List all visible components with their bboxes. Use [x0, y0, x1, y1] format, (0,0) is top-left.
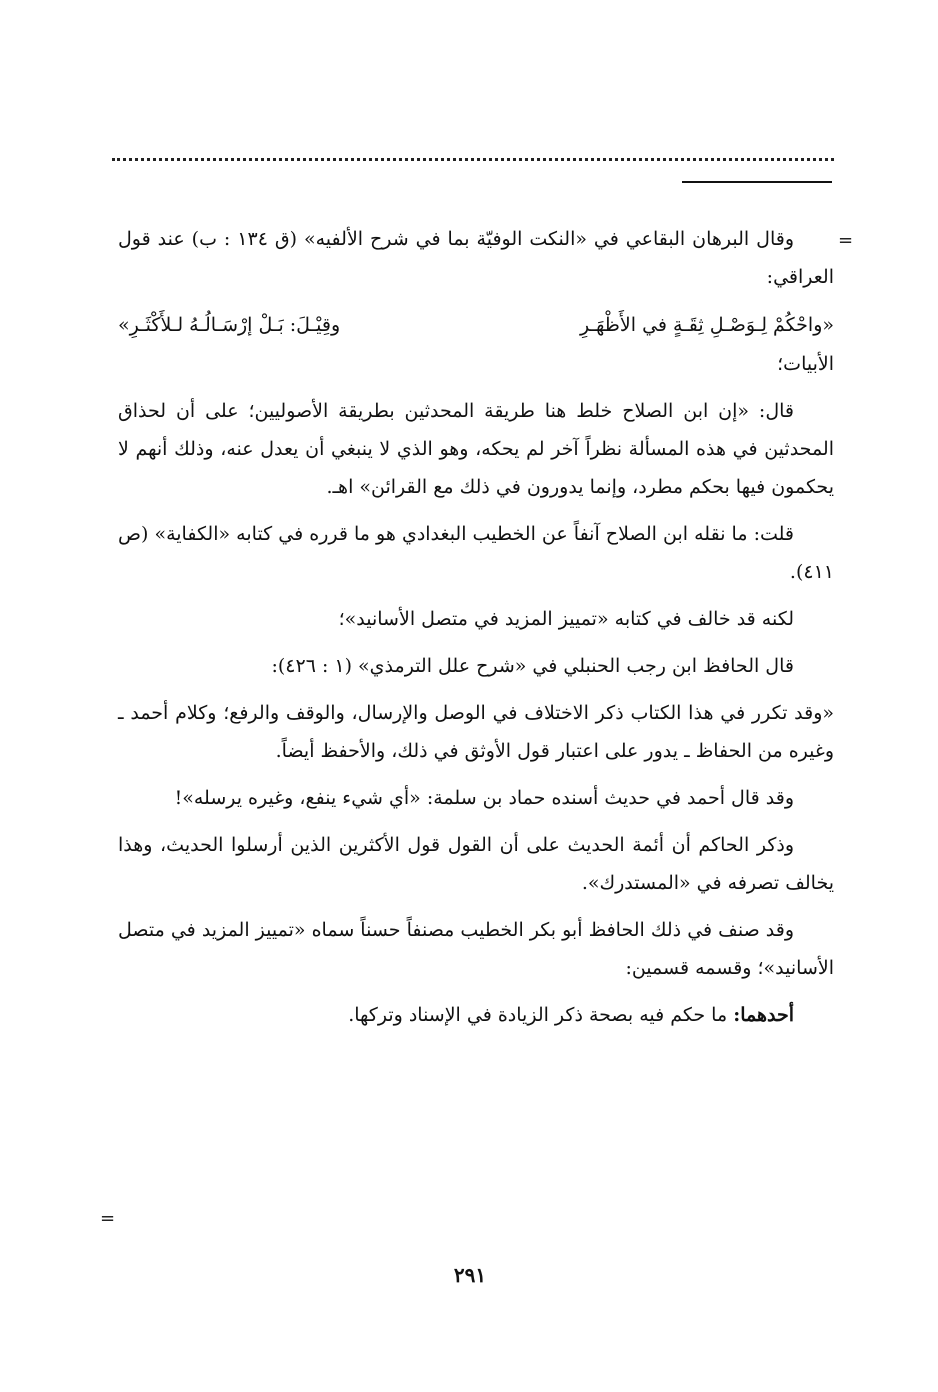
paragraph-10-rest: ما حكم فيه بصحة ذكر الزيادة في الإسناد وتركها.: [348, 1004, 734, 1026]
paragraph-4: لكنه قد خالف في كتابه «تمييز المزيد في متصل الأسانيد»؛: [338, 608, 794, 630]
paragraph-10: [118, 996, 834, 1034]
paragraph-2: قال: «إن ابن الصلاح خلط هنا طريقة المحدثين بطريقة الأصوليين؛ على أن لحذاق المحدثين في هذه المسألة نظراً آخر لم يحكه، وهو الذي لا ينبغي أن يعدل عنه، وذلك أنهم لا يحكمون فيها بحكم مطرد، وإنما يدورون في ذلك مع القرائن» اهـ.: [118, 400, 834, 498]
page-number: ٢٩١: [453, 1263, 487, 1287]
footnote-rule: [682, 181, 832, 183]
verse-tail: الأبيات؛: [777, 353, 834, 375]
verse-second-hemistich: وقِيْـلَ: بَـلْ إرْسَـالُـهُ لـلأَكْثَـرِ»: [118, 314, 341, 336]
verse-first-hemistich: «واحْكُمْ لِـوَصْـلِ ثِقَـةٍ في الأَظْهَـرِ: [580, 314, 834, 336]
dotted-separator: [112, 150, 834, 161]
paragraph-3: قلت: ما نقله ابن الصلاح آنفاً عن الخطيب البغدادي هو ما قرره في كتابه «الكفاية» (ص ٤١١).: [118, 523, 834, 583]
paragraph-8: وذكر الحاكم أن أئمة الحديث على أن القول قول الأكثرين الذين أرسلوا الحديث، وهذا يخالف تصرفه في «المستدرك».: [118, 834, 834, 894]
footnote-text: [118, 220, 834, 1043]
verse: [118, 305, 834, 345]
continuation-mark-top: =: [838, 230, 854, 251]
paragraph-10-lead: أحدهما:: [733, 1004, 794, 1026]
paragraph-5: قال الحافظ ابن رجب الحنبلي في «شرح علل الترمذي» (١ : ٤٢٦):: [271, 655, 794, 677]
paragraph-1: وقال البرهان البقاعي في «النكت الوفيّة بما في شرح الألفيه» (ق ١٣٤ : ب) عند قول العراقي:: [118, 228, 834, 288]
paragraph-6: «وقد تكرر في هذا الكتاب ذكر الاختلاف في الوصل والإرسال، والوقف والرفع؛ وكلام أحمد ـ وغيره من الحفاظ ـ يدور على اعتبار قول الأوثق في ذلك، والأحفظ أيضاً.: [118, 702, 834, 762]
paragraph-9: وقد صنف في ذلك الحافظ أبو بكر الخطيب مصنفاً حسناً سماه «تمييز المزيد في متصل الأسانيد»؛ وقسمه قسمين:: [118, 919, 834, 979]
paragraph-7: وقد قال أحمد في حديث أسنده حماد بن سلمة: «أي شيء ينفع، وغيره يرسله»!: [174, 787, 794, 809]
continuation-mark-bottom: =: [100, 1208, 116, 1229]
